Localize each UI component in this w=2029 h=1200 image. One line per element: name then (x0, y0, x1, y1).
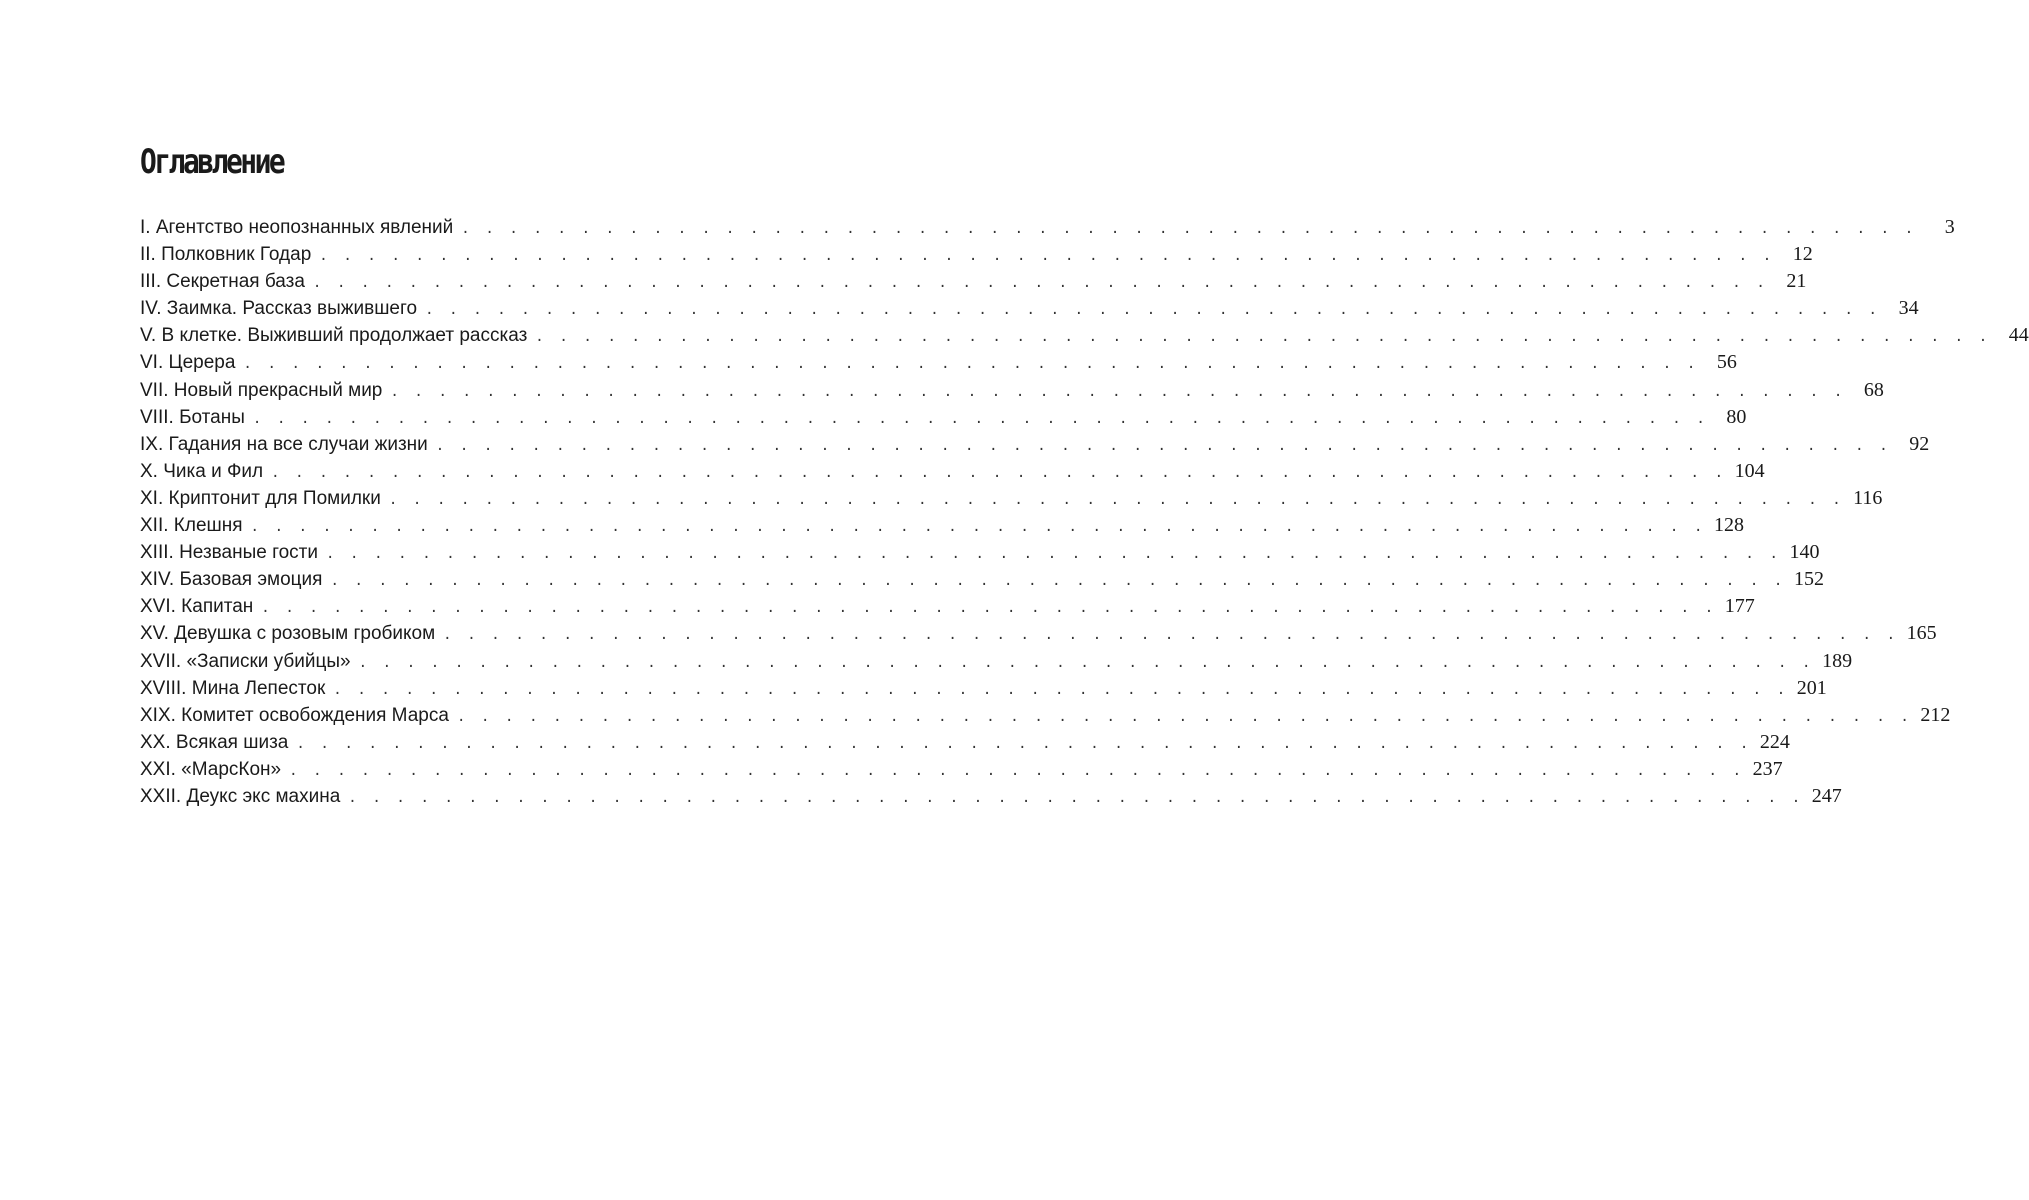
toc-entry[interactable] (140, 702, 1951, 729)
dot-leader: . . . . . . . . . . . . . . . . . . . . . . . . . . . . . . . . . . . . . . . . . . . . . . . . . . . . . . . . . . . . . (333, 681, 1789, 698)
dot-leader: . . . . . . . . . . . . . . . . . . . . . . . . . . . . . . . . . . . . . . . . . . . . . . . . . . . . . . . . . . . . . (319, 248, 1775, 265)
dot-leader: . . . . . . . . . . . . . . . . . . . . . . . . . . . . . . . . . . . . . . . . . . . . . . . . . . . . . . . . . . . . . (443, 627, 1899, 644)
toc-entry[interactable] (140, 620, 1937, 647)
toc-entry-title: X. Чика и Фил (140, 460, 264, 482)
toc-entry-title: I. Агентство неопознанных явлений (140, 217, 454, 238)
toc-entry-title: XIX. Комитет освобождения Марса (140, 704, 449, 726)
dot-leader: . . . . . . . . . . . . . . . . . . . . . . . . . . . . . . . . . . . . . . . . . . . . . . . . . . . . . . . . . . . . . (348, 789, 1804, 806)
toc-entry[interactable] (140, 756, 1783, 783)
toc-entry-title: XXII. Деукс экс махина (140, 785, 341, 807)
toc-entry-title: VII. Новый прекрасный мир (140, 379, 383, 401)
toc-entry-page-number: 104 (1734, 459, 1765, 482)
toc-entry[interactable] (140, 431, 1930, 458)
toc-entry-page-number: 152 (1793, 568, 1824, 591)
toc-entry-title: XVI. Капитан (140, 596, 254, 618)
toc-entry-page-number: 247 (1811, 784, 1842, 807)
toc-entry-title: XI. Криптонит для Помилки (140, 487, 381, 509)
toc-entry-page-number: 201 (1796, 676, 1827, 699)
dot-leader: . . . . . . . . . . . . . . . . . . . . . . . . . . . . . . . . . . . . . . . . . . . . . . . . . . . . . . . . . . . . . (243, 356, 1699, 373)
toc-entry[interactable] (140, 593, 1755, 620)
dot-leader: . . . . . . . . . . . . . . . . . . . . . . . . . . . . . . . . . . . . . . . . . . . . . . . . . . . . . . . . . . . . . (535, 329, 1991, 346)
dot-leader: . . . . . . . . . . . . . . . . . . . . . . . . . . . . . . . . . . . . . . . . . . . . . . . . . . . . . . . . . . . . . (296, 735, 1752, 752)
toc-entry-title: III. Секретная база (140, 271, 305, 293)
toc-entry[interactable] (140, 783, 1842, 810)
toc-entry-page-number: 140 (1789, 541, 1820, 564)
toc-entry-title: VIII. Ботаны (140, 406, 245, 428)
toc-entry-title: IV. Заимка. Рассказ выжившего (140, 298, 418, 320)
toc-entry-title: XVIII. Мина Лепесток (140, 677, 326, 699)
toc-entry[interactable] (140, 648, 1853, 675)
dot-leader: . . . . . . . . . . . . . . . . . . . . . . . . . . . . . . . . . . . . . . . . . . . . . . . . . . . . . . . . . . . . . (252, 410, 1709, 427)
dot-leader: . . . . . . . . . . . . . . . . . . . . . . . . . . . . . . . . . . . . . . . . . . . . . . . . . . . . . . . . . . . . . (250, 519, 1707, 536)
toc-entry[interactable] (140, 268, 1807, 295)
dot-leader: . . . . . . . . . . . . . . . . . . . . . . . . . . . . . . . . . . . . . . . . . . . . . . . . . . . . . . . . . . . . . (289, 762, 1745, 779)
dot-leader: . . . . . . . . . . . . . . . . . . . . . . . . . . . . . . . . . . . . . . . . . . . . . . . . . . . . . . . . . . . . . (312, 275, 1769, 292)
dot-leader: . . . . . . . . . . . . . . . . . . . . . . . . . . . . . . . . . . . . . . . . . . . . . . . . . . . . . . . . . . . . . (261, 600, 1717, 617)
dot-leader: . . . . . . . . . . . . . . . . . . . . . . . . . . . . . . . . . . . . . . . . . . . . . . . . . . . . . . . . . . . . . (390, 383, 1846, 400)
toc-entry[interactable] (140, 729, 1790, 756)
toc-entry[interactable] (140, 377, 1884, 404)
toc-entry-page-number: 56 (1716, 351, 1737, 374)
toc-entry-page-number: 34 (1898, 297, 1919, 320)
toc-entry[interactable] (140, 295, 1919, 322)
toc-entry-page-number: 177 (1724, 595, 1755, 618)
toc-entry-page-number: 3 (1944, 216, 1955, 238)
dot-leader: . . . . . . . . . . . . . . . . . . . . . . . . . . . . . . . . . . . . . . . . . . . . . . . . . . . . . . . . . . . . . (456, 708, 1913, 725)
toc-entry[interactable] (140, 485, 1883, 512)
dot-leader: . . . . . . . . . . . . . . . . . . . . . . . . . . . . . . . . . . . . . . . . . . . . . . . . . . . . . . . . . . . . . (425, 302, 1881, 319)
toc-entry-page-number: 237 (1752, 757, 1783, 780)
toc-entry-page-number: 116 (1853, 486, 1883, 509)
toc-entry-title: V. В клетке. Выживший продолжает рассказ (140, 325, 528, 347)
toc-entry-page-number: 68 (1863, 378, 1884, 401)
toc-entry[interactable] (140, 566, 1824, 593)
toc-entry-page-number: 44 (2008, 324, 2029, 347)
toc-entry-title: XII. Клешня (140, 515, 243, 537)
toc-entry-page-number: 165 (1906, 622, 1937, 645)
toc-entry[interactable] (140, 214, 1955, 241)
toc-entry-page-number: 80 (1726, 405, 1747, 428)
table-of-contents (140, 214, 2029, 810)
toc-entry-page-number: 92 (1909, 432, 1930, 455)
toc-entry[interactable] (140, 241, 1813, 268)
page-title: Оглавление (140, 142, 284, 182)
toc-entry-page-number: 224 (1759, 730, 1790, 753)
toc-entry-page-number: 189 (1822, 649, 1853, 672)
toc-entry-title: II. Полковник Годар (140, 244, 312, 266)
toc-entry-title: VI. Церера (140, 352, 236, 374)
toc-entry[interactable] (140, 458, 1765, 485)
dot-leader: . . . . . . . . . . . . . . . . . . . . . . . . . . . . . . . . . . . . . . . . . . . . . . . . . . . . . . . . . . . . . (330, 573, 1786, 590)
dot-leader: . . . . . . . . . . . . . . . . . . . . . . . . . . . . . . . . . . . . . . . . . . . . . . . . . . . . . . . . . . . . . (435, 437, 1892, 454)
toc-entry-title: XV. Девушка с розовым гробиком (140, 623, 436, 645)
toc-entry-title: XVII. «Записки убийцы» (140, 650, 351, 672)
toc-entry-page-number: 128 (1714, 514, 1745, 537)
dot-leader: . . . . . . . . . . . . . . . . . . . . . . . . . . . . . . . . . . . . . . . . . . . . . . . . . . . . . . . . . . . . . (271, 464, 1727, 481)
dot-leader: . . . . . . . . . . . . . . . . . . . . . . . . . . . . . . . . . . . . . . . . . . . . . . . . . . . . . . . . . . . . . (388, 491, 1845, 508)
dot-leader: . . . . . . . . . . . . . . . . . . . . . . . . . . . . . . . . . . . . . . . . . . . . . . . . . . . . . . . . . . . . . (326, 546, 1782, 563)
toc-entry-title: IX. Гадания на все случаи жизни (140, 433, 428, 455)
toc-entry[interactable] (140, 404, 1747, 431)
toc-entry-page-number: 21 (1786, 270, 1807, 293)
toc-entry-title: XIV. Базовая эмоция (140, 569, 323, 591)
dot-leader: . . . . . . . . . . . . . . . . . . . . . . . . . . . . . . . . . . . . . . . . . . . . . . . . . . . . . . . . . . . . . (461, 221, 1917, 237)
toc-entry[interactable] (140, 512, 1745, 539)
toc-entry-title: XIII. Незваные гости (140, 542, 318, 564)
toc-entry-page-number: 212 (1920, 703, 1951, 726)
dot-leader: . . . . . . . . . . . . . . . . . . . . . . . . . . . . . . . . . . . . . . . . . . . . . . . . . . . . . . . . . . . . . (358, 654, 1815, 671)
toc-entry-title: XX. Всякая шиза (140, 731, 289, 753)
toc-entry[interactable] (140, 322, 2029, 349)
toc-entry-page-number: 12 (1792, 243, 1813, 266)
toc-entry[interactable] (140, 539, 1820, 566)
toc-entry[interactable] (140, 675, 1827, 702)
toc-entry-title: XXI. «МарсКон» (140, 758, 282, 780)
toc-entry[interactable] (140, 349, 1737, 376)
